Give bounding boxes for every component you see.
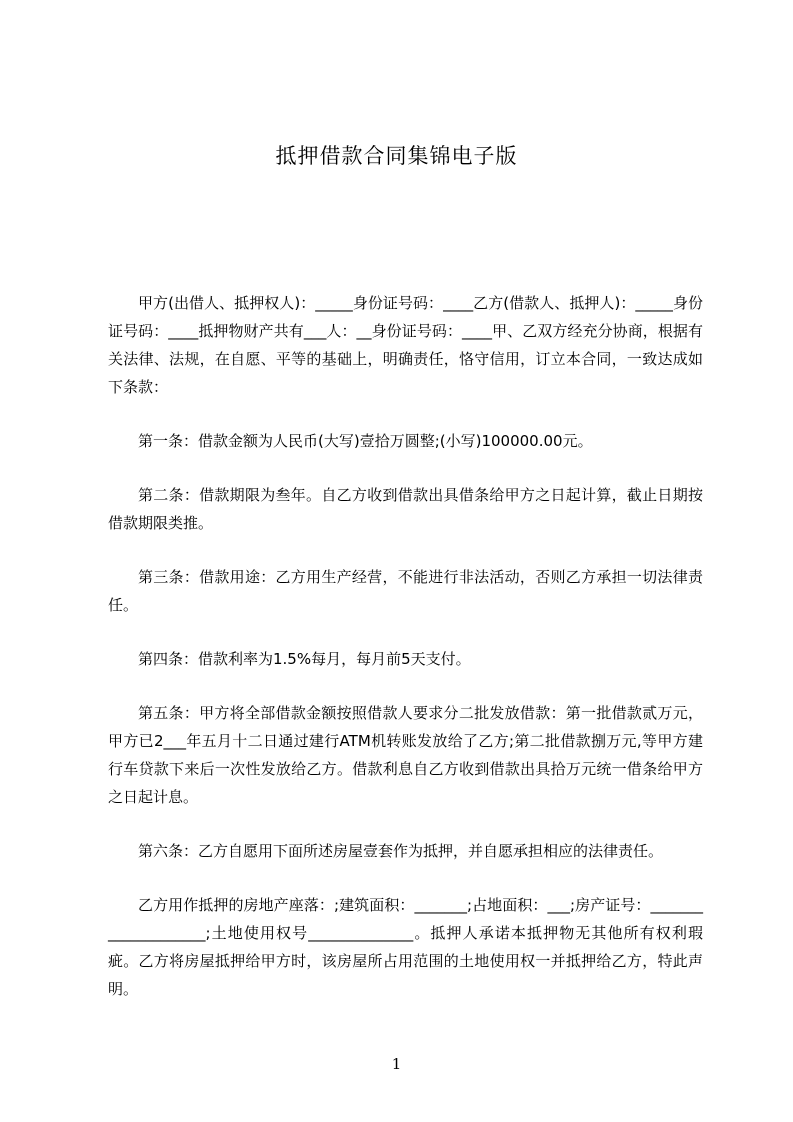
document-title: 抵押借款合同集锦电子版	[275, 144, 518, 168]
article-2-loan-term: 第二条：借款期限为叁年。自乙方收到借款出具借条给甲方之日起计算，截止日期按借款期限类推。	[108, 486, 703, 532]
article-1-loan-amount: 第一条：借款金额为人民币(大写)壹拾万圆整;(小写)100000.00元。	[138, 432, 593, 450]
article-3-loan-purpose: 第三条：借款用途：乙方用生产经营，不能进行非法活动，否则乙方承担一切法律责任。	[108, 568, 703, 614]
parties-paragraph: 甲方(出借人、抵押权人)：_____身份证号码：____乙方(借款人、抵押人)：_____身份证号码：____抵押物财产共有___人：__身份证号码：____甲、乙双方经充分协商，根据有关法律、法规，在自愿、平等的基础上，明确责任，恪守信用，订立本合同，一致达成如下条款：	[108, 294, 703, 396]
article-5-disbursement: 第五条：甲方将全部借款金额按照借款人要求分二批发放借款：第一批借款贰万元，甲方已2___年五月十二日通过建行ATM机转账发放给了乙方;第二批借款捌万元,等甲方建行车贷款下来后一次性发放给乙方。借款利息自乙方收到借款出具拾万元统一借条给甲方之日起计息。	[108, 704, 703, 806]
page-number: 1	[391, 1055, 402, 1073]
article-6-collateral: 第六条：乙方自愿用下面所述房屋壹套作为抵押，并自愿承担相应的法律责任。	[138, 842, 664, 860]
collateral-details-paragraph: 乙方用作抵押的房地产座落：;建筑面积：_______;占地面积：___;房产证号：____________________;土地使用权号______________。抵押人承诺本抵押物无其他所有权利瑕疵。乙方将房屋抵押给甲方时，该房屋所占用范围的土地使用权一并抵押给乙方，特此声明。	[108, 896, 703, 998]
article-4-interest-rate: 第四条：借款利率为1.5%每月，每月前5天支付。	[138, 650, 471, 668]
contract-body	[108, 289, 703, 1029]
